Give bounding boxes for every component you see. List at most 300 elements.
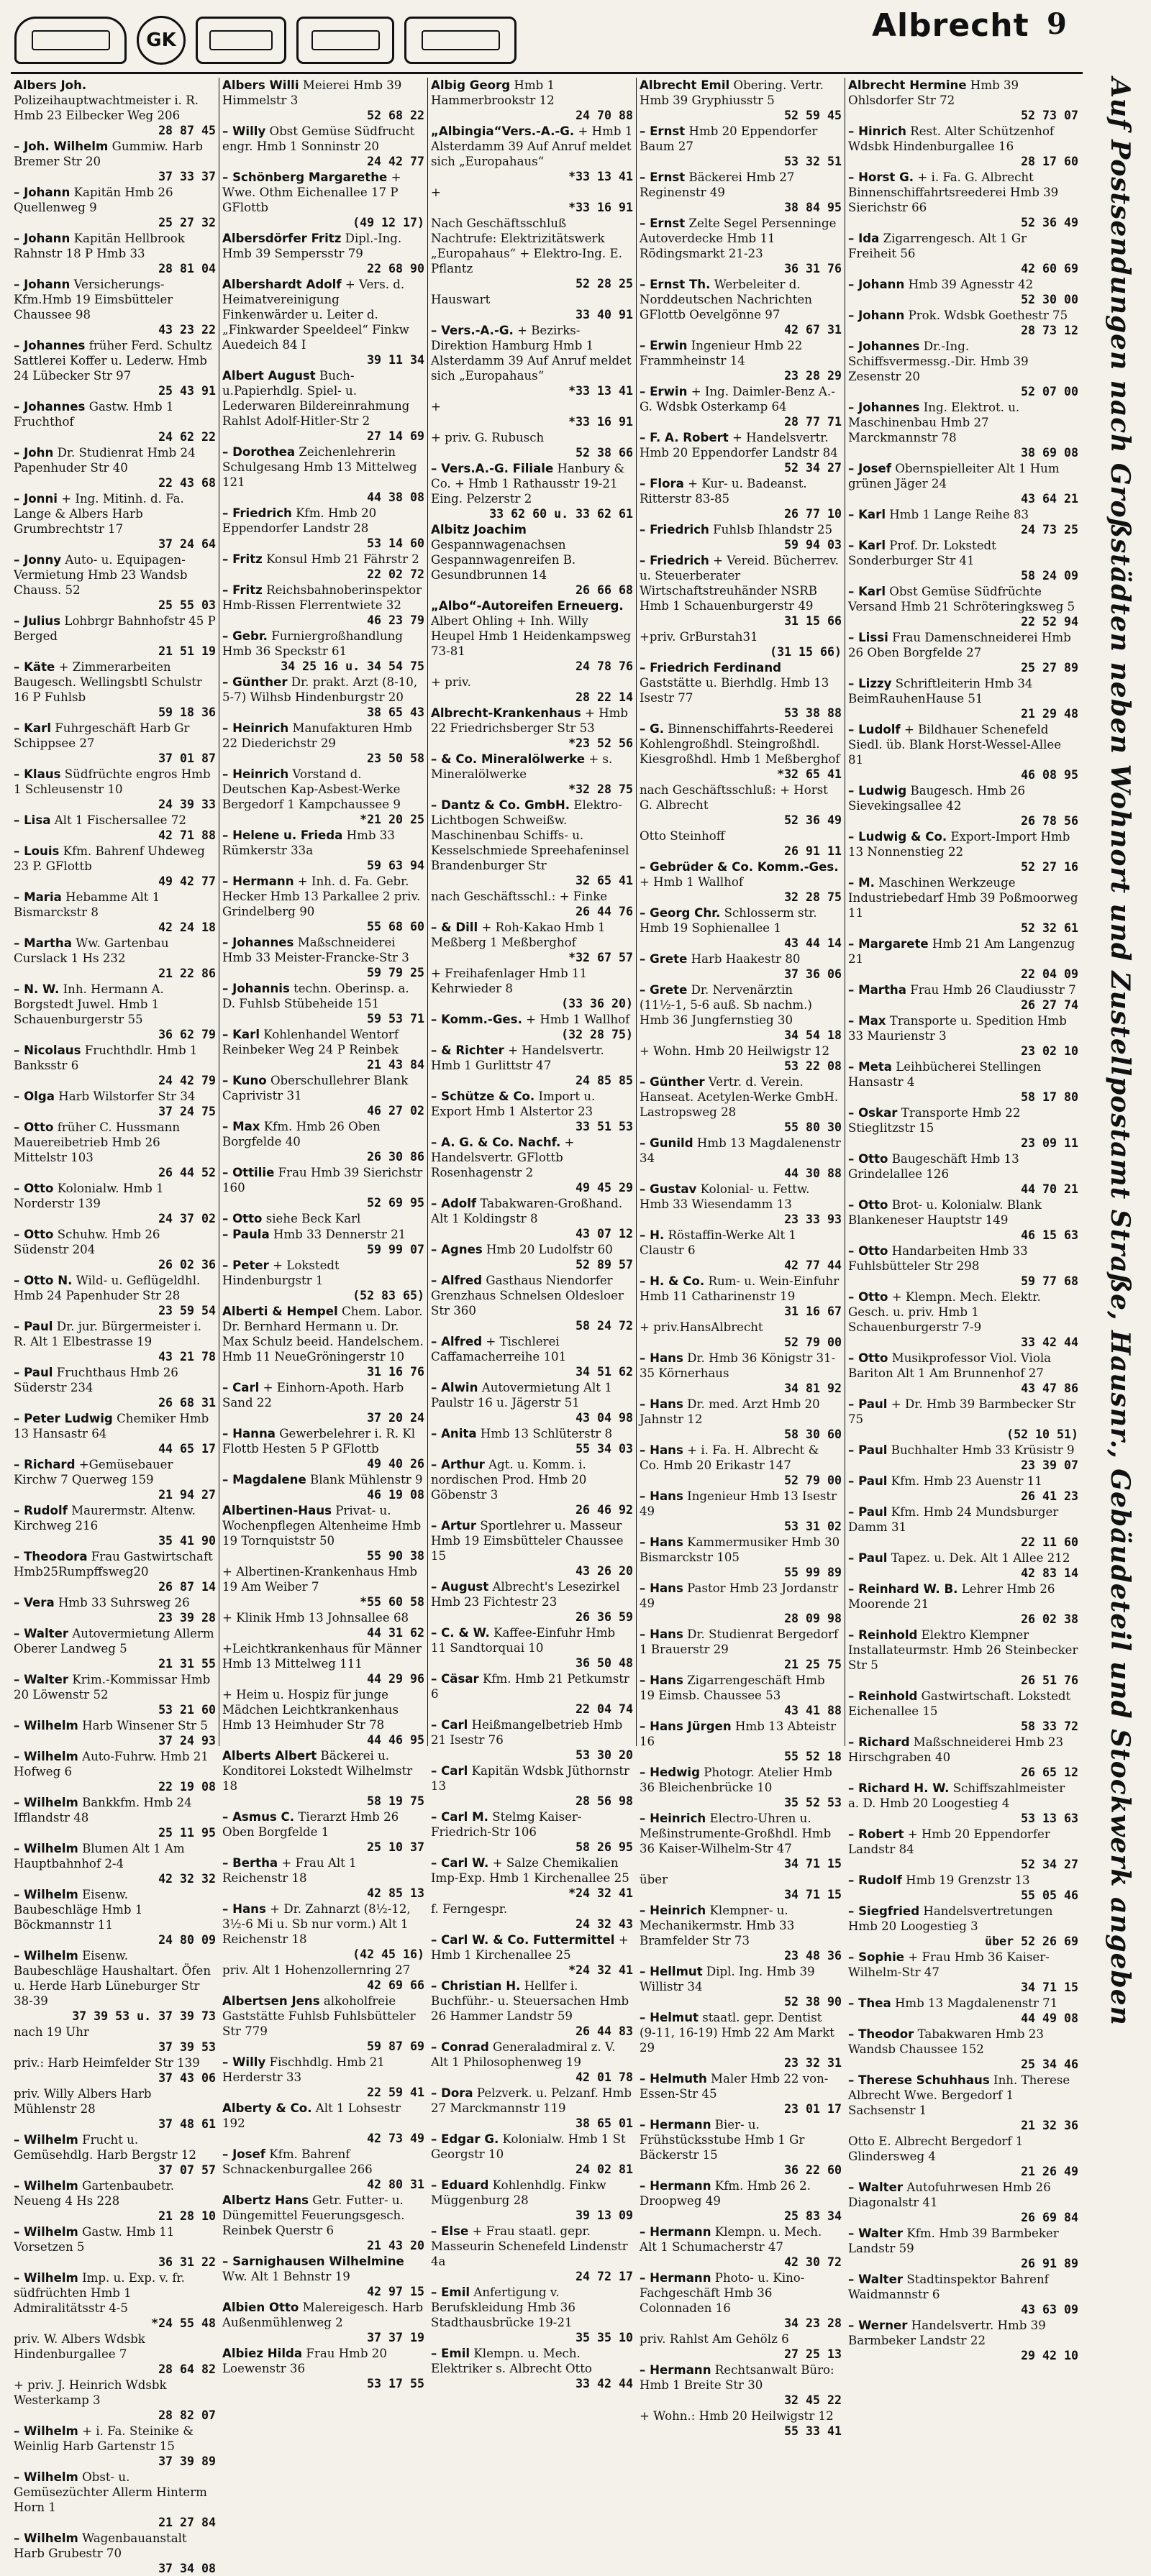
directory-entry — [640, 476, 842, 521]
directory-entry — [431, 2178, 633, 2223]
entry-name: – Oskar — [848, 1106, 898, 1120]
entry-name: – Walter — [848, 2273, 904, 2286]
directory-entry — [222, 2300, 424, 2345]
directory-entry — [848, 1550, 1078, 1581]
entry-name: – Richard — [14, 1458, 76, 1471]
directory-entry — [431, 752, 633, 797]
entry-details: + Vereid. Bücherrev. u. Steuerberater Wirtschaftstreuhänder NSRB Hmb 1 Schauenburgerstr 49 — [640, 554, 839, 613]
entry-name: – Karl — [14, 721, 52, 735]
entry-details: Elektro Klempner Installateurmstr. Hmb 26 Steinbecker Str 5 — [848, 1628, 1078, 1672]
entry-phone-number: 46 15 63 — [1021, 1228, 1078, 1242]
directory-entry — [222, 277, 424, 367]
entry-phone-number: 52 36 49 — [784, 813, 842, 827]
directory-entry — [431, 78, 633, 123]
directory-entry — [431, 2086, 633, 2131]
directory-entry — [848, 78, 1078, 123]
entry-details: Hebamme Alt 1 Bismarckstr 8 — [14, 890, 160, 919]
entry-name: – Werner — [848, 2319, 908, 2332]
directory-entry — [222, 874, 424, 934]
directory-entry — [431, 1855, 633, 1901]
entry-details: Musikprofessor Viol. Viola Bariton Alt 1 Am Brunnenhof 27 — [848, 1351, 1052, 1380]
directory-entry — [848, 1827, 1078, 1872]
directory-entry — [431, 1671, 633, 1717]
directory-entry — [640, 951, 842, 982]
directory-entry — [14, 1672, 216, 1717]
entry-details: Import u. Export Hmb 1 Alstertor 23 — [431, 1090, 596, 1118]
directory-entry — [222, 1258, 424, 1303]
entry-name: – Magdalene — [222, 1473, 306, 1486]
directory-entry — [14, 491, 216, 552]
entry-name: – Sophie — [848, 1950, 905, 1964]
entry-phone-number: 55 80 30 — [784, 1120, 842, 1134]
entry-phone-number: 21 28 10 — [158, 2209, 216, 2223]
entry-details: Hmb 13 Schlüterstr 8 — [480, 1427, 613, 1440]
directory-entry — [848, 1474, 1078, 1504]
entry-phone-number: *33 16 91 — [568, 201, 633, 214]
entry-name: – Alwin — [431, 1381, 478, 1394]
entry-phone-number: 26 65 12 — [1021, 1766, 1078, 1779]
entry-phone-number: 55 90 38 — [367, 1549, 424, 1563]
directory-entry — [431, 430, 633, 460]
entry-name: – Bertha — [222, 1856, 278, 1870]
entry-details: Bäckerei u. Konditorei Lokstedt Wilhelmstr 18 — [222, 1749, 413, 1793]
entry-details: Klempn. u. Mech. Alt 1 Schumacherstr 47 — [640, 2225, 822, 2254]
entry-details: Wild- u. Geflügeldhl. Hmb 24 Papenhuder Str 28 — [14, 1274, 201, 1302]
entry-phone-number: 52 34 27 — [1021, 1858, 1078, 1871]
entry-phone-number: 26 44 52 — [158, 1166, 216, 1179]
directory-entry — [640, 1964, 842, 2009]
directory-entry — [14, 1841, 216, 1886]
entry-phone-number: 21 43 84 — [367, 1058, 424, 1072]
entry-details: Fruchthdlr. Hmb 1 Banksstr 6 — [14, 1043, 198, 1072]
entry-details: Ingenieur Hmb 13 Isestr 49 — [640, 1489, 837, 1518]
entry-name: – Vers.A.-G. Filiale — [431, 462, 554, 475]
entry-name: – Gebr. — [222, 629, 268, 643]
entry-details: Südfrüchte engros Hmb 1 Schleusenstr 10 — [14, 767, 211, 796]
directory-entry — [14, 2132, 216, 2178]
entry-phone-number: 28 64 82 — [158, 2362, 216, 2376]
entry-name: – Johannis — [222, 982, 290, 995]
entry-details: + Frau Alt 1 Reichenstr 18 — [222, 1856, 357, 1885]
entry-details: Autovermietung Allerm Oberer Landweg 5 — [14, 1627, 214, 1655]
entry-phone-number: 42 73 49 — [367, 2132, 424, 2145]
entry-phone-number: 25 43 91 — [158, 384, 216, 398]
entry-details: Gummiw. Harb Bremer Str 20 — [14, 140, 203, 168]
entry-details: + Handelsvertr. GFlottb Rosenhagenstr 2 — [431, 1136, 575, 1179]
entry-details: priv. Willy Albers Harb Mühlenstr 28 — [14, 2087, 152, 2116]
entry-details: Obst Gemüse Südfrucht engr. Hmb 1 Sonninstr 20 — [222, 124, 415, 153]
entry-name: – Klaus — [14, 767, 61, 781]
entry-details: Meierei Hmb 39 Himmelstr 3 — [222, 78, 402, 107]
entry-phone-number: 42 97 15 — [367, 2285, 424, 2298]
directory-entry — [848, 507, 1078, 537]
entry-name: – Otto — [222, 1212, 263, 1225]
luggage-ad-icon — [14, 17, 127, 64]
directory-entry — [640, 2117, 842, 2178]
entry-phone-number: *24 32 41 — [568, 1886, 633, 1900]
entry-details: Furniergroßhandlung Hmb 36 Speckstr 61 — [222, 629, 403, 658]
entry-phone-number: 33 42 44 — [1021, 1335, 1078, 1349]
entry-phone-number: 24 72 17 — [576, 2270, 633, 2283]
entry-details: Kohlenhdlg. Finkw Müggenburg 28 — [431, 2178, 606, 2207]
directory-entry — [14, 1273, 216, 1318]
entry-name: – Ida — [848, 232, 880, 245]
entry-name: Albertsen Jens — [222, 1994, 320, 2008]
entry-name: – Johannes — [14, 339, 86, 352]
entry-name: – Reinhold — [848, 1689, 918, 1703]
entry-details: priv. W. Albers Wdsbk Hindenburgallee 7 — [14, 2332, 145, 2361]
entry-name: – Walter — [848, 2226, 904, 2240]
entry-phone-number: 39 13 09 — [576, 2209, 633, 2222]
entry-details: Alt 1 Fischersallee 72 — [54, 813, 186, 827]
directory-entry — [14, 1595, 216, 1625]
entry-phone-number: 52 36 49 — [1021, 216, 1078, 229]
entry-phone-number: 58 33 72 — [1021, 1719, 1078, 1733]
entry-phone-number: 24 78 76 — [576, 659, 633, 673]
directory-entry — [222, 1211, 424, 1226]
entry-phone-number: 43 64 21 — [1021, 492, 1078, 506]
entry-phone-number: 46 08 95 — [1021, 768, 1078, 782]
entry-details: +Gemüsebauer Kirchw 7 Querweg 159 — [14, 1458, 173, 1486]
entry-name: – Paul — [848, 1505, 888, 1519]
entry-name: – Carl — [222, 1381, 260, 1394]
entry-details: Obering. Vertr. Hmb 39 Gryphiusstr 5 — [640, 78, 824, 107]
entry-phone-number: 22 04 74 — [576, 1702, 633, 1716]
entry-name: – Friedrich — [640, 523, 709, 536]
directory-entry — [222, 2147, 424, 2192]
directory-entry — [222, 1901, 424, 1962]
entry-details: + Dr. Zahnarzt (8½-12, 3½-6 Mi u. Sb nur vorm.) Alt 1 Reichenstr 18 — [222, 1902, 411, 1946]
entry-phone-number: 53 22 08 — [784, 1059, 842, 1073]
directory-entry — [222, 124, 424, 169]
entry-phone-number: 39 11 34 — [367, 353, 424, 367]
entry-phone-number: 37 24 93 — [158, 1734, 216, 1748]
directory-entry — [14, 936, 216, 981]
entry-details: Hmb 1 Hammerbrookstr 12 — [431, 78, 555, 107]
entry-details: früher C. Hussmann Mauereibetrieb Hmb 26 Mittelstr 103 — [14, 1120, 181, 1164]
directory-entry — [640, 338, 842, 383]
directory-entry — [431, 522, 633, 598]
entry-phone-number: (42 45 16) — [352, 1947, 424, 1961]
entry-phone-number: 21 51 19 — [158, 644, 216, 658]
directory-entry — [14, 1365, 216, 1410]
entry-phone-number: 44 49 08 — [1021, 2011, 1078, 2025]
directory-entry — [431, 1089, 633, 1134]
entry-phone-number: (52 83 65) — [352, 1289, 424, 1302]
entry-name: – Ernst — [640, 170, 686, 184]
entry-details: Rest. Alter Schützenhof Wdsbk Hindenburgallee 16 — [848, 124, 1055, 153]
directory-entry — [222, 1748, 424, 1809]
entry-phone-number: 52 32 61 — [1021, 921, 1078, 935]
entry-phone-number: 31 15 66 — [784, 614, 842, 628]
entry-phone-number: 26 68 31 — [158, 1396, 216, 1410]
entry-phone-number: 24 32 43 — [576, 1917, 633, 1931]
entry-phone-number: 33 42 44 — [576, 2377, 633, 2390]
entry-phone-number: 44 29 96 — [367, 1672, 424, 1686]
directory-entry — [640, 1228, 842, 1273]
entry-details: Gartenbaubetr. Neueng 4 Hs 228 — [14, 2179, 175, 2208]
entry-details: Ww. Alt 1 Behnstr 19 — [222, 2270, 350, 2283]
directory-entry — [848, 1151, 1078, 1197]
entry-details: Privat- u. Wochenpflegen Altenheime Hmb 19 Tornquiststr 50 — [222, 1504, 422, 1548]
directory-entry — [848, 400, 1078, 460]
entry-details: Gewerbelehrer i. R. Kl Flottb Hesten 5 P GFlottb — [222, 1427, 416, 1456]
entry-phone-number: 28 87 45 — [158, 124, 216, 137]
entry-phone-number: 46 19 08 — [367, 1488, 424, 1502]
entry-name: – Wilhelm — [14, 2424, 78, 2438]
directory-entry — [640, 522, 842, 552]
entry-phone-number: 53 21 60 — [158, 1703, 216, 1717]
entry-phone-number: 33 62 60 u. 33 62 61 — [489, 507, 633, 521]
entry-name: Albrecht Hermine — [848, 78, 967, 92]
entry-details: Inh. Hermann A. Borgstedt Juwel. Hmb 1 Schauenburgerstr 55 — [14, 982, 164, 1026]
entry-name: – Olga — [14, 1090, 55, 1103]
entry-phone-number: 58 30 60 — [784, 1428, 842, 1441]
directory-entry — [431, 1579, 633, 1625]
entry-name: – Wilhelm — [14, 2179, 78, 2193]
entry-details: + — [431, 400, 441, 414]
entry-details: Ww. Gartenbau Curslack 1 Hs 232 — [14, 936, 169, 965]
directory-entry — [431, 798, 633, 888]
entry-name: – Willy — [222, 124, 266, 138]
entry-details: Krim.-Kommissar Hmb 20 Löwenstr 52 — [14, 1673, 211, 1702]
entry-name: – Ludwig — [848, 784, 907, 798]
entry-details: Konsul Hmb 21 Fährstr 2 — [266, 552, 419, 566]
entry-phone-number: 38 69 08 — [1021, 446, 1078, 460]
entry-details: Brot- u. Kolonialw. Blank Blankeneser Hauptstr 149 — [848, 1198, 1042, 1227]
entry-phone-number: 42 71 88 — [158, 828, 216, 842]
entry-details: Transporte Hmb 22 Stieglitzstr 15 — [848, 1106, 1021, 1135]
entry-name: – Emil — [431, 2285, 470, 2299]
entry-phone-number: 34 71 15 — [1021, 1981, 1078, 1994]
directory-entry — [848, 1197, 1078, 1243]
entry-name: – Willy — [222, 2055, 266, 2069]
entry-phone-number: 43 47 86 — [1021, 1381, 1078, 1395]
entry-details: + i. Fa. Steinike & Weinlig Harb Gartenstr 15 — [14, 2424, 194, 2453]
entry-details: über — [640, 1873, 668, 1886]
directory-entry — [848, 1059, 1078, 1105]
directory-entry — [431, 399, 633, 429]
entry-phone-number: 38 84 95 — [784, 201, 842, 214]
entry-phone-number: 42 01 78 — [576, 2070, 633, 2084]
entry-phone-number: 25 10 37 — [367, 1840, 424, 1854]
entry-details: Baugeschäft Hmb 13 Grindelallee 126 — [848, 1152, 1019, 1181]
entry-phone-number: 26 44 83 — [576, 2024, 633, 2038]
entry-name: – Hinrich — [848, 124, 906, 138]
entry-details: Hmb 13 Magdalenenstr 71 — [894, 1996, 1058, 2010]
directory-entry — [431, 2346, 633, 2391]
directory-entry — [222, 1304, 424, 1379]
directory-entry — [222, 1165, 424, 1210]
entry-details: + Kur- u. Badeanst. Ritterstr 83-85 — [640, 477, 807, 506]
entry-details: + priv. — [431, 675, 471, 689]
entry-phone-number: 32 45 22 — [784, 2393, 842, 2407]
entry-phone-number: 23 33 93 — [784, 1212, 842, 1226]
entry-phone-number: 33 51 53 — [576, 1120, 633, 1133]
entry-phone-number: 22 19 08 — [158, 1780, 216, 1794]
entry-phone-number: 34 54 18 — [784, 1028, 842, 1042]
entry-name: – Otto — [848, 1198, 888, 1212]
entry-phone-number: 24 73 25 — [1021, 523, 1078, 536]
entry-phone-number: 32 28 75 — [784, 890, 842, 904]
entry-name: – Hermann — [640, 2179, 711, 2193]
entry-name: – Otto — [848, 1152, 888, 1166]
directory-entry — [222, 583, 424, 628]
entry-details: Werbeleiter d. Norddeutschen Nachrichten GFlottb Oevelgönne 97 — [640, 278, 812, 321]
entry-phone-number: 35 35 10 — [576, 2331, 633, 2344]
entry-phone-number: 25 11 95 — [158, 1826, 216, 1840]
entry-phone-number: 23 39 07 — [1021, 1458, 1078, 1472]
directory-entry — [431, 461, 633, 521]
entry-phone-number: 59 63 94 — [367, 859, 424, 872]
entry-name: „Albingia“Vers.-A.-G. — [431, 124, 575, 138]
entry-phone-number: 52 69 95 — [367, 1196, 424, 1210]
entry-phone-number: 25 55 03 — [158, 598, 216, 612]
entry-details: Hellfer i. Buchführ.- u. Steuersachen Hmb 26 Hammer Landstr 59 — [431, 1979, 629, 2023]
entry-phone-number: 26 87 14 — [158, 1580, 216, 1594]
entry-phone-number: 21 25 75 — [784, 1658, 842, 1671]
entry-details: Obernspielleiter Alt 1 Hum grünen Jäger 24 — [848, 462, 1060, 490]
entry-name: – Flora — [640, 477, 684, 490]
directory-entry — [222, 675, 424, 720]
entry-details: früher Ferd. Schultz Sattlerei Koffer u. Lederw. Hmb 24 Lübecker Str 97 — [14, 339, 212, 383]
entry-details: Dr. prakt. Arzt (8-10, 5-7) Wilhsb Hindenburgstr 20 — [222, 675, 418, 704]
directory-entry — [431, 1809, 633, 1855]
directory-entry — [222, 1227, 424, 1257]
entry-details: priv. Alt 1 Hohenzollernring 27 — [222, 1963, 411, 1977]
directory-entry — [14, 2331, 216, 2377]
entry-name: – Wilhelm — [14, 1719, 78, 1732]
entry-name: – Otto N. — [14, 1274, 73, 1287]
entry-name: – Johannes — [848, 401, 920, 414]
entry-phone-number: 23 02 10 — [1021, 1044, 1078, 1058]
entry-phone-number: 22 68 90 — [367, 262, 424, 275]
entry-details: Nach Geschäftsschluß Nachtrufe: Elektrizitätswerk „Europahaus“ + Elektro-Ing. E. Pflantz — [431, 216, 622, 275]
entry-details: Buchhalter Hmb 33 Krüsistr 9 — [891, 1443, 1075, 1457]
entry-name: – Theodora — [14, 1550, 88, 1563]
entry-details: Wagenbauanstalt Harb Grubestr 70 — [14, 2531, 187, 2560]
entry-phone-number: 59 79 25 — [367, 966, 424, 979]
entry-phone-number: 59 77 68 — [1021, 1274, 1078, 1288]
entry-details: + priv. J. Heinrich Wdsbk Westerkamp 3 — [14, 2378, 167, 2407]
entry-name: – Max — [222, 1120, 260, 1133]
entry-details: + Bezirks-Direktion Hamburg Hmb 1 Alsterdamm 39 Auf Anruf meldet sich „Europahaus“ — [431, 324, 632, 383]
entry-phone-number: 37 01 87 — [158, 752, 216, 765]
entry-phone-number: 52 28 25 — [576, 277, 633, 291]
directory-entry — [431, 1717, 633, 1763]
directory-entry — [848, 1443, 1078, 1473]
directory-entry — [848, 2180, 1078, 2225]
entry-details: Hmb 33 Rümkerstr 33a — [222, 828, 395, 857]
entry-name: – Louis — [14, 844, 60, 858]
entry-details: + Handelsvertr. Hmb 1 Gurlittstr 47 — [431, 1043, 604, 1072]
entry-details: Kolonialw. Hmb 1 Norderstr 139 — [14, 1182, 164, 1210]
directory-entry — [14, 2055, 216, 2086]
directory-entry — [14, 1457, 216, 1502]
entry-phone-number: 37 24 64 — [158, 537, 216, 551]
entry-details: Tabakwaren Hmb 23 Wandsb Chaussee 152 — [848, 2027, 1044, 2056]
entry-name: – Fritz — [222, 552, 263, 566]
entry-phone-number: 36 50 48 — [576, 1656, 633, 1670]
entry-details: Ing. Elektrot. u. Maschinenbau Hmb 27 Marckmannstr 78 — [848, 401, 1020, 444]
directory-entry — [14, 2531, 216, 2576]
entry-phone-number: 43 26 20 — [576, 1564, 633, 1578]
entry-name: – Johann — [14, 186, 70, 199]
entry-name: – Julius — [14, 614, 61, 628]
entry-name: – Otto — [848, 1290, 888, 1304]
directory-column — [219, 78, 428, 2390]
entry-phone-number: 22 11 60 — [1021, 1535, 1078, 1549]
directory-entry — [431, 1012, 633, 1042]
entry-details: Tierarzt Hmb 26 Oben Borgfelde 1 — [222, 1810, 399, 1839]
entry-details: nach Geschäftsschluß: + Horst G. Albrecht — [640, 783, 828, 812]
entry-details: Zigarrengesch. Alt 1 Gr Freiheit 56 — [848, 232, 1027, 260]
entry-details: Dr.-Ing. Schiffsvermessg.-Dir. Hmb 39 Zesenstr 20 — [848, 339, 1029, 383]
entry-name: – Rudolf — [14, 1504, 68, 1517]
entry-details: priv. Rahlst Am Gehölz 6 — [640, 2332, 789, 2346]
entry-phone-number: *33 13 41 — [568, 384, 633, 398]
entry-phone-number: 26 78 56 — [1021, 814, 1078, 828]
entry-phone-number: 34 51 62 — [576, 1365, 633, 1379]
entry-name: Albersdörfer Fritz — [222, 232, 342, 245]
directory-entry — [640, 384, 842, 429]
entry-details: Alt 1 Lohsestr 192 — [222, 2101, 401, 2130]
entry-details: Hmb 21 Am Langenzug 21 — [848, 937, 1075, 966]
entry-name: – Martha — [848, 983, 906, 997]
directory-entry — [640, 430, 842, 475]
directory-entry — [14, 1626, 216, 1671]
entry-phone-number: *33 16 91 — [568, 415, 633, 429]
entry-phone-number: 44 70 21 — [1021, 1182, 1078, 1196]
directory-entry — [14, 767, 216, 812]
entry-details: Schiffszahlmeister a. D. Hmb 20 Loogestieg 4 — [848, 1781, 1065, 1810]
entry-details: Kaffee-Einfuhr Hmb 11 Sandtorquai 10 — [431, 1626, 616, 1655]
directory-entry — [848, 538, 1078, 583]
directory-entry — [848, 308, 1078, 338]
entry-details: Reichsbahnoberinspektor Hmb-Rissen Flerrentwiete 32 — [222, 583, 422, 612]
entry-details: Frau Damenschneiderei Hmb 26 Oben Borgfelde 27 — [848, 631, 1071, 659]
entry-details: staatl. gepr. Dentist (9-11, 16-19) Hmb 22 Am Markt 29 — [640, 2011, 834, 2055]
entry-name: Albertinen-Haus — [222, 1504, 332, 1517]
entry-phone-number: 58 24 09 — [1021, 569, 1078, 583]
entry-name: – Ernst — [640, 216, 686, 230]
entry-name: – Adolf — [431, 1197, 477, 1210]
directory-entry — [640, 170, 842, 215]
entry-details: + Salze Chemikalien Imp-Exp. Hmb 1 Kirchenallee 25 — [431, 1856, 629, 1885]
entry-name: – Ernst Th. — [640, 278, 711, 291]
entry-phone-number: 26 66 68 — [576, 583, 633, 597]
entry-phone-number: 49 45 29 — [576, 1181, 633, 1195]
entry-details: Dr. jur. Bürgermeister i. R. Alt 1 Elbestrasse 19 — [14, 1320, 202, 1348]
entry-details: Ingenieur Hmb 22 Frammheinstr 14 — [640, 339, 803, 367]
entry-details: Fuhrgeschäft Harb Gr Schippsee 27 — [14, 721, 190, 750]
entry-details: Gespannwagenachsen Gespannwagenreifen B. Gesundbrunnen 14 — [431, 538, 576, 582]
directory-entry — [14, 338, 216, 398]
entry-details: + Inh. d. Fa. Gebr. Hecker Hmb 13 Parkallee 2 priv. Grindelberg 90 — [222, 874, 421, 918]
entry-details: + — [431, 186, 441, 199]
entry-details: Gastwirtschaft. Lokstedt Eichenallee 15 — [848, 1689, 1071, 1718]
entry-details: + Frau staatl. gepr. Masseurin Schenefeld Lindenstr 4a — [431, 2224, 628, 2268]
directory-entry — [222, 1380, 424, 1425]
entry-phone-number: 52 59 45 — [784, 109, 842, 122]
entry-name: – Heinrich — [640, 1812, 706, 1825]
header-rule — [11, 72, 1083, 74]
entry-phone-number: 37 39 53 u. 37 39 73 — [72, 2009, 216, 2023]
entry-name: – Hermann — [640, 2363, 711, 2377]
directory-entry — [640, 2408, 842, 2439]
entry-phone-number: 26 91 11 — [784, 844, 842, 858]
entry-phone-number: 37 36 06 — [784, 967, 842, 981]
